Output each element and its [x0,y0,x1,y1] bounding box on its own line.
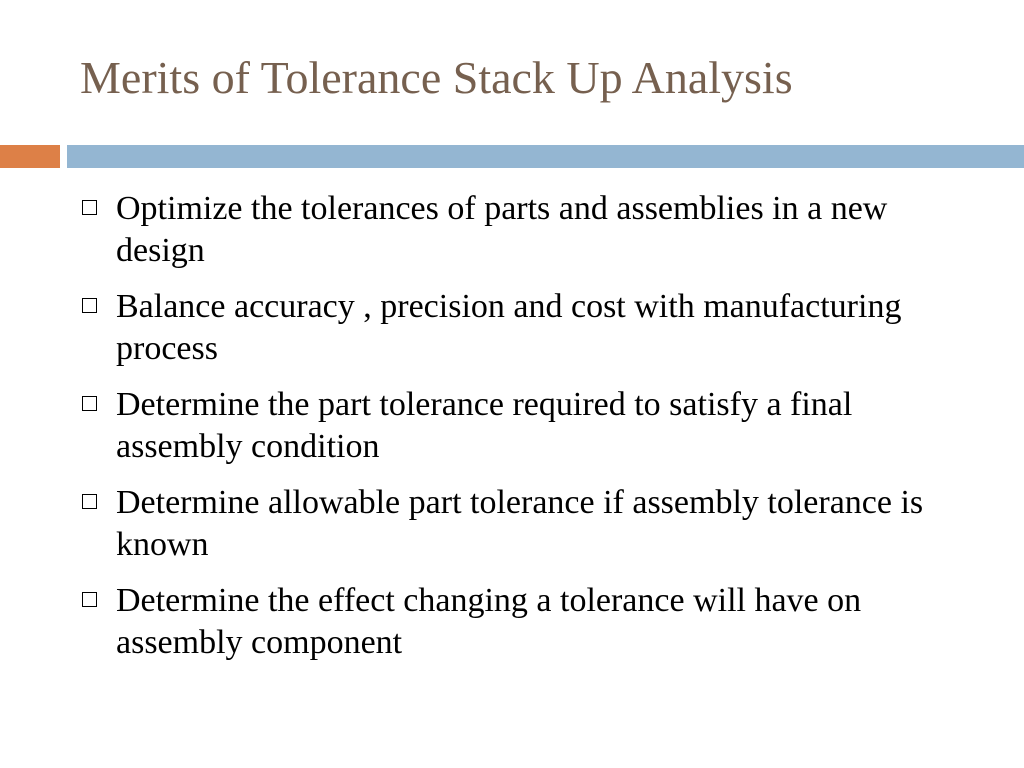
accent-bar-orange [0,145,60,168]
square-bullet-icon [82,592,97,607]
square-bullet-icon [82,298,97,313]
bullet-item [0,188,1024,272]
bullet-text: Determine the part tolerance required to satisfy a final assembly condition [116,386,853,465]
square-bullet-icon [82,200,97,215]
bullet-item [0,286,1024,370]
bullet-text: Balance accuracy , precision and cost with manufacturing process [116,288,902,367]
bullet-list [0,188,1024,678]
bullet-text: Determine allowable part tolerance if assembly tolerance is known [116,484,924,563]
slide-title: Merits of Tolerance Stack Up Analysis [80,52,793,103]
bullet-item [0,482,1024,566]
bullet-text: Optimize the tolerances of parts and assemblies in a new design [116,190,888,269]
bullet-text: Determine the effect changing a tolerance will have on assembly component [116,582,862,661]
accent-bar-blue [67,145,1024,168]
bullet-item [0,384,1024,468]
bullet-item [0,580,1024,664]
square-bullet-icon [82,396,97,411]
square-bullet-icon [82,494,97,509]
